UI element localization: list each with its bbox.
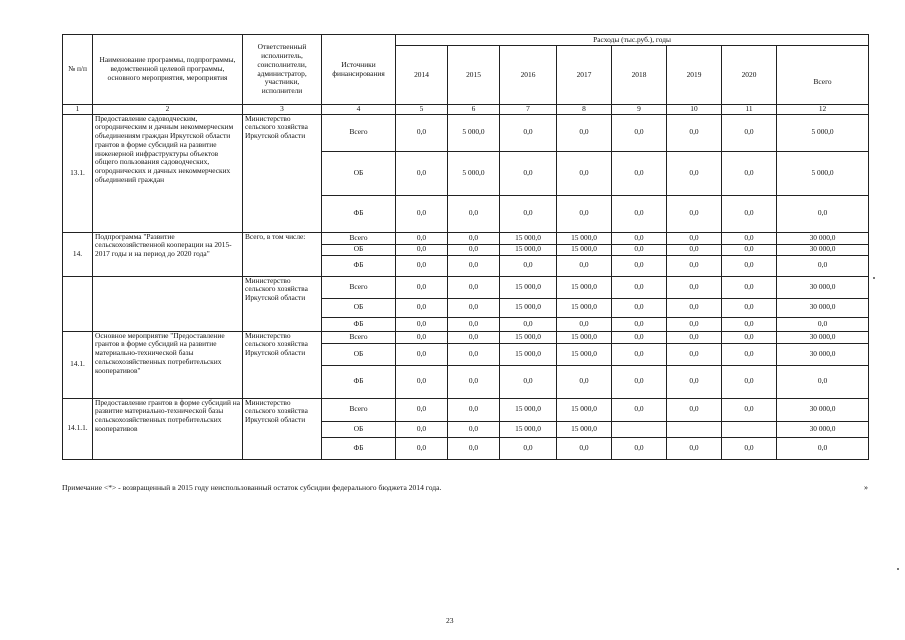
row-number: 13.1. bbox=[63, 114, 93, 232]
year-value: 0,0 bbox=[448, 232, 500, 244]
header-year: 2020 bbox=[722, 46, 777, 105]
funding-source: ФБ bbox=[322, 255, 396, 276]
year-value: 0,0 bbox=[557, 255, 612, 276]
program-name: Предоставление грантов в форме субсидий на развитие материально-технической базы сельскохозяйственных потребительских кооперативов bbox=[93, 398, 243, 459]
year-value: 0,0 bbox=[396, 298, 448, 317]
year-value: 15 000,0 bbox=[557, 276, 612, 298]
funding-source: ОБ bbox=[322, 298, 396, 317]
year-value: 15 000,0 bbox=[500, 244, 557, 255]
program-name: Подпрограмма "Развитие сельскохозяйственной кооперации на 2015-2017 годы и на период до 2020 года" bbox=[93, 232, 243, 276]
year-value: 15 000,0 bbox=[500, 331, 557, 343]
year-value: 0,0 bbox=[667, 232, 722, 244]
year-value: 5 000,0 bbox=[448, 151, 500, 195]
year-value: 0,0 bbox=[722, 365, 777, 398]
year-value: 15 000,0 bbox=[557, 331, 612, 343]
year-value: 0,0 bbox=[557, 151, 612, 195]
year-value: 0,0 bbox=[722, 276, 777, 298]
funding-source: ФБ bbox=[322, 365, 396, 398]
column-number: 12 bbox=[777, 105, 869, 115]
year-value: 0,0 bbox=[448, 276, 500, 298]
year-value: 15 000,0 bbox=[557, 232, 612, 244]
year-value: 0,0 bbox=[396, 343, 448, 365]
year-value: 15 000,0 bbox=[557, 343, 612, 365]
footnote: Примечание <*> - возвращенный в 2015 году неиспользованный остаток субсидии федерального бюджета 2014 года. bbox=[62, 483, 442, 492]
year-value: 0,0 bbox=[448, 343, 500, 365]
year-value: 0,0 bbox=[500, 317, 557, 331]
header-year: 2014 bbox=[396, 46, 448, 105]
year-value: 0,0 bbox=[500, 437, 557, 459]
year-value: 0,0 bbox=[448, 365, 500, 398]
year-value: 0,0 bbox=[667, 195, 722, 232]
responsible-executor: Всего, в том числе: bbox=[243, 232, 322, 276]
year-value: 0,0 bbox=[612, 276, 667, 298]
year-value: 0,0 bbox=[667, 255, 722, 276]
year-value: 0,0 bbox=[448, 298, 500, 317]
year-value: 0,0 bbox=[448, 195, 500, 232]
year-value: 0,0 bbox=[396, 317, 448, 331]
column-number: 5 bbox=[396, 105, 448, 115]
year-value: 0,0 bbox=[667, 244, 722, 255]
year-value bbox=[667, 421, 722, 437]
year-value: 0,0 bbox=[396, 276, 448, 298]
year-value: 15 000,0 bbox=[557, 398, 612, 421]
year-value: 0,0 bbox=[722, 331, 777, 343]
year-value: 0,0 bbox=[722, 114, 777, 151]
year-value: 0,0 bbox=[557, 437, 612, 459]
year-value: 15 000,0 bbox=[557, 421, 612, 437]
year-value: 0,0 bbox=[448, 331, 500, 343]
year-value bbox=[722, 421, 777, 437]
year-value: 0,0 bbox=[612, 343, 667, 365]
row-number: 14.1. bbox=[63, 331, 93, 398]
year-value: 0,0 bbox=[667, 331, 722, 343]
total-value: 0,0 bbox=[777, 195, 869, 232]
year-value: 0,0 bbox=[612, 195, 667, 232]
year-value: 0,0 bbox=[722, 437, 777, 459]
year-value: 0,0 bbox=[612, 232, 667, 244]
total-value: 30 000,0 bbox=[777, 244, 869, 255]
total-value: 30 000,0 bbox=[777, 331, 869, 343]
year-value: 0,0 bbox=[396, 255, 448, 276]
header-source: Источники финансирования bbox=[322, 35, 396, 105]
total-value: 30 000,0 bbox=[777, 343, 869, 365]
total-value: 30 000,0 bbox=[777, 232, 869, 244]
total-value: 0,0 bbox=[777, 317, 869, 331]
year-value: 0,0 bbox=[448, 244, 500, 255]
year-value: 0,0 bbox=[448, 398, 500, 421]
closing-quote-mark: » bbox=[864, 483, 868, 492]
year-value: 0,0 bbox=[612, 244, 667, 255]
year-value: 0,0 bbox=[722, 232, 777, 244]
year-value: 0,0 bbox=[722, 151, 777, 195]
header-year: 2017 bbox=[557, 46, 612, 105]
funding-source: Всего bbox=[322, 114, 396, 151]
table-row bbox=[63, 276, 869, 298]
year-value: 0,0 bbox=[557, 114, 612, 151]
year-value: 0,0 bbox=[612, 114, 667, 151]
total-value: 30 000,0 bbox=[777, 421, 869, 437]
year-value: 0,0 bbox=[557, 365, 612, 398]
year-value: 0,0 bbox=[667, 398, 722, 421]
year-value: 0,0 bbox=[500, 365, 557, 398]
header-year: 2019 bbox=[667, 46, 722, 105]
year-value: 0,0 bbox=[448, 255, 500, 276]
column-number: 3 bbox=[243, 105, 322, 115]
year-value: 15 000,0 bbox=[557, 244, 612, 255]
year-value: 0,0 bbox=[667, 114, 722, 151]
responsible-executor: Министерство сельского хозяйства Иркутской области bbox=[243, 276, 322, 331]
program-name: Предоставление садоводческим, огородническим и дачным некоммерческим объединениям граждан Иркутской области грантов в форме субсидий на развитие инженерной инфраструктуры объектов общего пользования садоводческих, огороднических и дачных некоммерческих объединений граждан bbox=[93, 114, 243, 232]
year-value: 0,0 bbox=[667, 365, 722, 398]
column-number: 11 bbox=[722, 105, 777, 115]
column-number: 6 bbox=[448, 105, 500, 115]
year-value: 0,0 bbox=[396, 195, 448, 232]
year-value: 0,0 bbox=[667, 151, 722, 195]
year-value: 0,0 bbox=[448, 437, 500, 459]
year-value: 0,0 bbox=[722, 398, 777, 421]
funding-source: ФБ bbox=[322, 317, 396, 331]
scan-speck bbox=[897, 568, 899, 570]
column-number-row bbox=[63, 105, 869, 115]
total-value: 0,0 bbox=[777, 437, 869, 459]
year-value: 0,0 bbox=[448, 317, 500, 331]
year-value: 0,0 bbox=[722, 195, 777, 232]
header-total: Всего bbox=[777, 46, 869, 105]
year-value: 0,0 bbox=[612, 151, 667, 195]
funding-source: ОБ bbox=[322, 244, 396, 255]
row-number: 14.1.1. bbox=[63, 398, 93, 459]
table-row bbox=[63, 398, 869, 421]
year-value: 0,0 bbox=[667, 343, 722, 365]
responsible-executor: Министерство сельского хозяйства Иркутской области bbox=[243, 331, 322, 398]
year-value: 0,0 bbox=[667, 298, 722, 317]
column-number: 10 bbox=[667, 105, 722, 115]
year-value: 0,0 bbox=[612, 317, 667, 331]
year-value: 0,0 bbox=[396, 365, 448, 398]
year-value: 0,0 bbox=[722, 343, 777, 365]
funding-source: ОБ bbox=[322, 343, 396, 365]
funding-source: ОБ bbox=[322, 151, 396, 195]
header-row bbox=[63, 35, 869, 46]
year-value: 15 000,0 bbox=[500, 421, 557, 437]
column-number: 2 bbox=[93, 105, 243, 115]
year-value: 0,0 bbox=[722, 298, 777, 317]
year-value: 15 000,0 bbox=[500, 276, 557, 298]
financing-table bbox=[62, 34, 869, 460]
year-value: 0,0 bbox=[396, 331, 448, 343]
year-value: 0,0 bbox=[612, 298, 667, 317]
year-value: 0,0 bbox=[396, 437, 448, 459]
year-value: 0,0 bbox=[500, 151, 557, 195]
total-value: 0,0 bbox=[777, 255, 869, 276]
header-num: № п/п bbox=[63, 35, 93, 105]
year-value: 0,0 bbox=[500, 255, 557, 276]
header-executor: Ответственный исполнитель, соисполнители, администратор, участники, исполнители bbox=[243, 35, 322, 105]
year-value: 0,0 bbox=[500, 195, 557, 232]
year-value: 0,0 bbox=[612, 437, 667, 459]
year-value: 0,0 bbox=[396, 421, 448, 437]
funding-source: ФБ bbox=[322, 195, 396, 232]
total-value: 30 000,0 bbox=[777, 276, 869, 298]
page-number: 23 bbox=[446, 616, 454, 625]
column-number: 1 bbox=[63, 105, 93, 115]
year-value: 15 000,0 bbox=[500, 398, 557, 421]
funding-source: ОБ bbox=[322, 421, 396, 437]
total-value: 5 000,0 bbox=[777, 114, 869, 151]
year-value: 0,0 bbox=[612, 331, 667, 343]
funding-source: ФБ bbox=[322, 437, 396, 459]
year-value: 0,0 bbox=[722, 244, 777, 255]
year-value: 0,0 bbox=[396, 244, 448, 255]
year-value: 0,0 bbox=[396, 151, 448, 195]
year-value: 15 000,0 bbox=[500, 232, 557, 244]
year-value: 0,0 bbox=[667, 276, 722, 298]
header-expenses: Расходы (тыс.руб.), годы bbox=[396, 35, 869, 46]
year-value: 0,0 bbox=[667, 317, 722, 331]
column-number: 7 bbox=[500, 105, 557, 115]
total-value: 0,0 bbox=[777, 365, 869, 398]
funding-source: Всего bbox=[322, 232, 396, 244]
year-value: 15 000,0 bbox=[500, 298, 557, 317]
year-value: 0,0 bbox=[557, 195, 612, 232]
header-year: 2018 bbox=[612, 46, 667, 105]
year-value: 0,0 bbox=[612, 365, 667, 398]
year-value: 0,0 bbox=[612, 398, 667, 421]
table-row bbox=[63, 114, 869, 151]
year-value: 0,0 bbox=[396, 398, 448, 421]
row-number bbox=[63, 276, 93, 331]
year-value: 15 000,0 bbox=[500, 343, 557, 365]
column-number: 4 bbox=[322, 105, 396, 115]
responsible-executor: Министерство сельского хозяйства Иркутской области bbox=[243, 114, 322, 232]
year-value: 5 000,0 bbox=[448, 114, 500, 151]
funding-source: Всего bbox=[322, 331, 396, 343]
table-row bbox=[63, 232, 869, 244]
year-value: 0,0 bbox=[396, 114, 448, 151]
year-value: 15 000,0 bbox=[557, 298, 612, 317]
total-value: 5 000,0 bbox=[777, 151, 869, 195]
responsible-executor: Министерство сельского хозяйства Иркутской области bbox=[243, 398, 322, 459]
year-value bbox=[612, 421, 667, 437]
year-value: 0,0 bbox=[557, 317, 612, 331]
program-name bbox=[93, 276, 243, 331]
table-row bbox=[63, 331, 869, 343]
year-value: 0,0 bbox=[722, 317, 777, 331]
row-number: 14. bbox=[63, 232, 93, 276]
year-value: 0,0 bbox=[448, 421, 500, 437]
funding-source: Всего bbox=[322, 398, 396, 421]
total-value: 30 000,0 bbox=[777, 298, 869, 317]
scan-speck bbox=[873, 277, 875, 279]
total-value: 30 000,0 bbox=[777, 398, 869, 421]
year-value: 0,0 bbox=[612, 255, 667, 276]
column-number: 9 bbox=[612, 105, 667, 115]
year-value: 0,0 bbox=[500, 114, 557, 151]
column-number: 8 bbox=[557, 105, 612, 115]
year-value: 0,0 bbox=[396, 232, 448, 244]
header-year: 2015 bbox=[448, 46, 500, 105]
year-value: 0,0 bbox=[722, 255, 777, 276]
funding-source: Всего bbox=[322, 276, 396, 298]
program-name: Основное мероприятие "Предоставление грантов в форме субсидий на развитие материально-технической базы сельскохозяйственных потребительских кооперативов" bbox=[93, 331, 243, 398]
year-value: 0,0 bbox=[667, 437, 722, 459]
header-year: 2016 bbox=[500, 46, 557, 105]
header-name: Наименование программы, подпрограммы, ведомственной целевой программы, основного мероприятия, мероприятия bbox=[93, 35, 243, 105]
